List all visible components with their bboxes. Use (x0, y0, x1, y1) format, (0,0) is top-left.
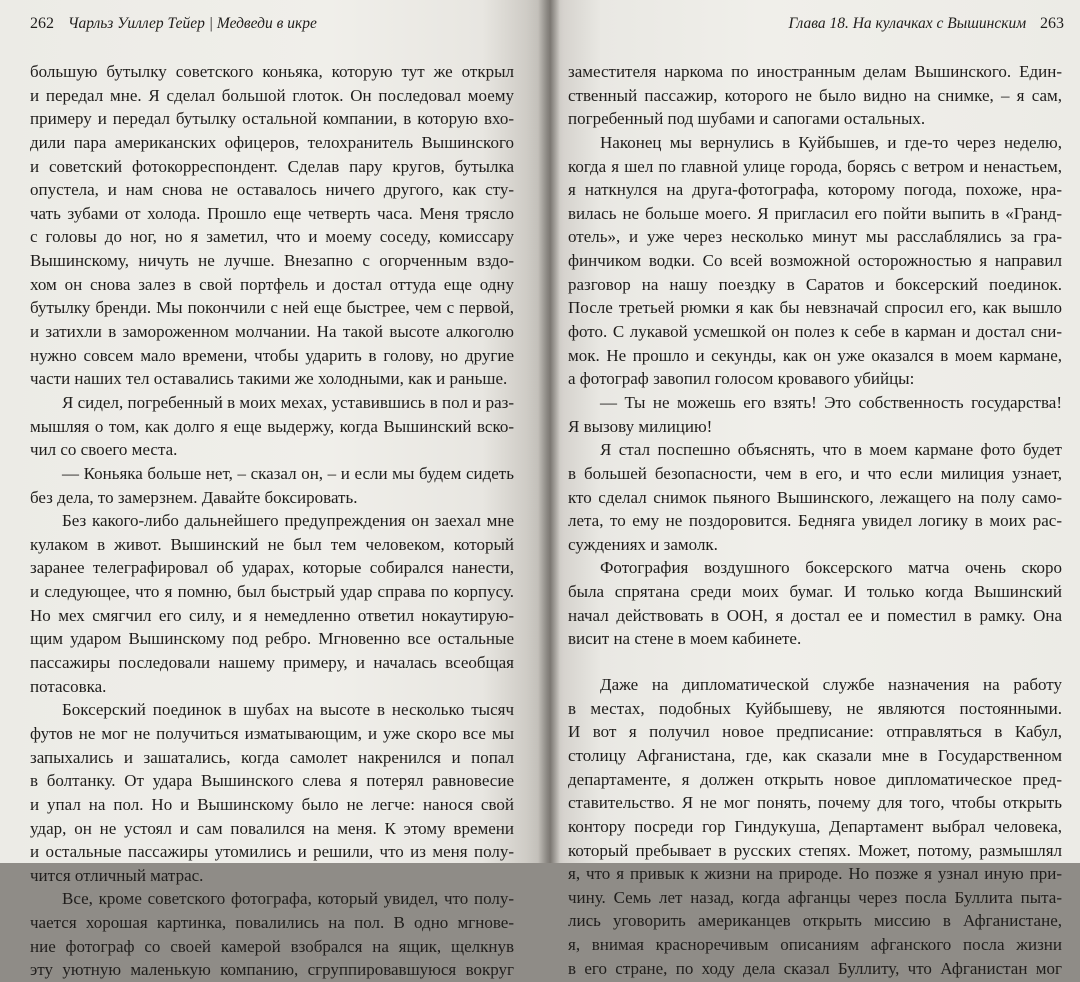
text-line: вилась не больше моего. Я пригласил его пойти выпить в «Гранд- (568, 203, 1062, 223)
text-line: столицу Афганистана, где, как сказали мне в Государственном (568, 745, 1062, 765)
text-line: чину. Семь лет назад, когда афганцы через посла Буллита пыта- (568, 887, 1062, 907)
text-line: финчиком водки. Со всей возможной осторожностью я направил (568, 251, 1062, 271)
text-line: суждениях и замолк. (568, 534, 718, 554)
text-line: Все, кроме советского фотографа, который увидел, что полу- (62, 889, 514, 909)
text-line: начал действовать в ООН, я достал ее и поместил в рамку. Она (568, 605, 1062, 625)
text-line: хом он снова залез в свой портфель и достал оттуда еще одну (30, 274, 514, 294)
text-line: Но мех смягчил его силу, и я немедленно ответил нокаутирую- (30, 605, 514, 625)
text-line: чается хорошая картинка, повалились на пол. В одно мгнове- (30, 913, 514, 933)
text-line: ние фотограф со своей камерой взобрался на ящик, щелкнув (30, 936, 514, 956)
right-page (548, 0, 1080, 978)
text-line: а фотограф завопил голосом кровавого убийцы: (568, 369, 915, 389)
text-line: департаменте, я должен открыть новое дипломатическое пред- (568, 769, 1062, 789)
right-running-header (789, 14, 1064, 34)
text-line: большую бутылку советского коньяка, которую тут же открыл (30, 62, 514, 81)
text-line: в большей безопасности, чем в его, и что если милиция узнает, (568, 463, 1062, 483)
left-page-text (30, 60, 514, 982)
text-line: запыхались и зашатались, когда самолет накренился и попал (30, 747, 514, 767)
text-line: ственный пассажир, которого не было видно на снимке, – я сам, (568, 85, 1062, 105)
text-line: погребенный под шубами и сапогами остальных. (568, 109, 926, 129)
text-line: отель», и уже через несколько минут мы расслаблялись за гра- (568, 227, 1062, 247)
text-line: нужно совсем мало времени, чтобы ударить в голову, но другие (30, 345, 514, 365)
text-line: и следующее, что я помню, был быстрый удар справа по корпусу. (30, 582, 514, 602)
text-line: чать зубами от холода. Прошло еще четверть часа. Меня трясло (30, 203, 514, 223)
text-line: контору посреди гор Гиндукуша, Департамент выбрал человека, (568, 816, 1062, 836)
text-line: Я стал поспешно объяснять, что в моем кармане фото будет (600, 440, 1062, 460)
text-line: лись уговорить американцев открыть миссию в Афганистане, (568, 911, 1062, 931)
text-line: в местах, подобных Куйбышеву, не являются постоянными. (568, 698, 1062, 718)
left-header-text: Чарльз Уиллер Тейер | Медведи в икре (67, 15, 317, 32)
text-line: разговор на нашу поездку в Саратов и боксерский поединок. (568, 274, 1062, 294)
text-line: части наших тел оставались такими же холодными, как и раньше. (30, 369, 508, 389)
text-line: я, внимая красноречивым описаниям афганского посла жизни (568, 935, 1062, 955)
text-line: примеру и передал бутылку остальной компании, в которую вхо- (30, 109, 514, 129)
right-page-number: 263 (1040, 15, 1064, 32)
text-line: и передал мне. Я сделал большой глоток. Он последовал моему (30, 85, 514, 105)
text-line: Наконец мы вернулись в Куйбышев, и где-то через неделю, (600, 132, 1062, 152)
text-line: И вот я получил новое предписание: отправляться в Кабул, (568, 722, 1062, 742)
text-line: пассажиры последовали нашему примеру, и началась всеобщая (30, 653, 514, 673)
text-line: чится отличный матрас. (30, 865, 204, 885)
text-line: который пребывает в русских степях. Может, потому, размышлял (568, 840, 1062, 860)
text-line: Я вызову милицию! (568, 416, 713, 436)
text-line: в болтанку. От удара Вышинского слева я потерял равновесие (30, 771, 514, 791)
left-running-header (30, 14, 514, 34)
text-line: Даже на дипломатической службе назначения на работу (600, 675, 1062, 695)
text-line: заместителя наркома по иностранным делам Вышинского. Един- (568, 62, 1062, 81)
text-line: лета, то ему не поздоровится. Бедняга увидел логику в моих рас- (568, 511, 1062, 531)
text-line: была спрятана среди моих бумаг. И только когда Вышинский (568, 582, 1062, 602)
text-line: Вышинскому, ничуть не лучше. Внезапно с огорченным вздо- (30, 251, 514, 271)
text-line: Без какого-либо дальнейшего предупреждения он заехал мне (62, 511, 514, 531)
section-break (568, 651, 1062, 673)
text-line: опустела, и нам снова не оставалось ничего другого, как сту- (30, 180, 514, 200)
text-line: с головы до ног, но я заметил, что и моему соседу, комиссару (30, 227, 514, 247)
text-line: кто сделал снимок пьяного Вышинского, лежащего на полу само- (568, 487, 1062, 507)
text-line: Я сидел, погребенный в моих мехах, уставившись в пол и раз- (62, 392, 514, 412)
text-line: потасовка. (30, 676, 107, 696)
text-line: мышляя о том, как долго я еще выдержу, когда Вышинский вско- (30, 416, 514, 436)
text-line: и советский фотокорреспондент. Сделав пару кругов, бутылка (30, 156, 514, 176)
text-line: эту уютную маленькую компанию, сгруппировавшуюся вокруг (30, 960, 514, 980)
text-line: заранее телеграфировал об ударах, которые собирался нанести, (30, 558, 514, 578)
text-line: Фотография воздушного боксерского матча очень скоро (600, 558, 1062, 578)
text-line: и затихли в замороженном молчании. На такой высоте алкоголю (30, 322, 514, 342)
text-line: без дела, то замерзнем. Давайте боксировать. (30, 487, 358, 507)
text-line: и упал на пол. Но и Вышинскому было не легче: нанося свой (30, 794, 514, 814)
right-page-text (568, 60, 1062, 980)
text-line: и остальные пассажиры утомились и решили, что из меня полу- (30, 842, 514, 862)
text-line: дили пара американских офицеров, телохранитель Вышинского (30, 132, 514, 152)
text-line: футов не мог не получиться изматывающим, и уже скоро все мы (30, 723, 514, 743)
text-line: После третьей рюмки я как бы невзначай спросил его, как вышло (568, 298, 1062, 318)
right-header-text: Глава 18. На кулачках с Вышинским (788, 15, 1027, 32)
text-line: ставительство. Я не мог понять, почему для того, чтобы открыть (568, 793, 1062, 813)
text-line: висит на стене в моем кабинете. (568, 629, 802, 649)
text-line: бутылку бренди. Мы покончили с ней еще быстрее, чем с первой, (30, 298, 514, 318)
text-line: я наткнулся на друга-фотографа, которому погода, похоже, нра- (568, 180, 1062, 200)
text-line: фото. С лукавой усмешкой он полез к себе в карман и достал сни- (568, 322, 1062, 342)
text-line: щим ударом Вышинскому под ребро. Мгновенно все остальные (30, 629, 514, 649)
text-line: — Ты не можешь его взять! Это собственность государства! (600, 392, 1062, 412)
text-line: кулаком в живот. Вышинский не был тем человеком, который (30, 534, 514, 554)
text-line: чил со своего места. (30, 440, 178, 460)
text-line: удар, он не устоял и сам повалился на меня. К этому времени (30, 818, 514, 838)
text-line: мок. Не прошло и секунды, как он уже оказался в моем кармане, (568, 345, 1062, 365)
text-line: я, что я привык к жизни на природе. Но позже я узнал иную при- (568, 864, 1062, 884)
text-line: когда я шел по главной улице города, борясь с ветром и ненастьем, (568, 156, 1062, 176)
text-line: — Коньяка больше нет, – сказал он, – и если мы будем сидеть (62, 463, 514, 483)
text-line: в его стране, по ходу дела сказал Буллиту, что Афганистан мог (568, 958, 1062, 978)
left-page-number: 262 (30, 15, 54, 32)
text-line: Боксерский поединок в шубах на высоте в несколько тысяч (62, 700, 514, 720)
